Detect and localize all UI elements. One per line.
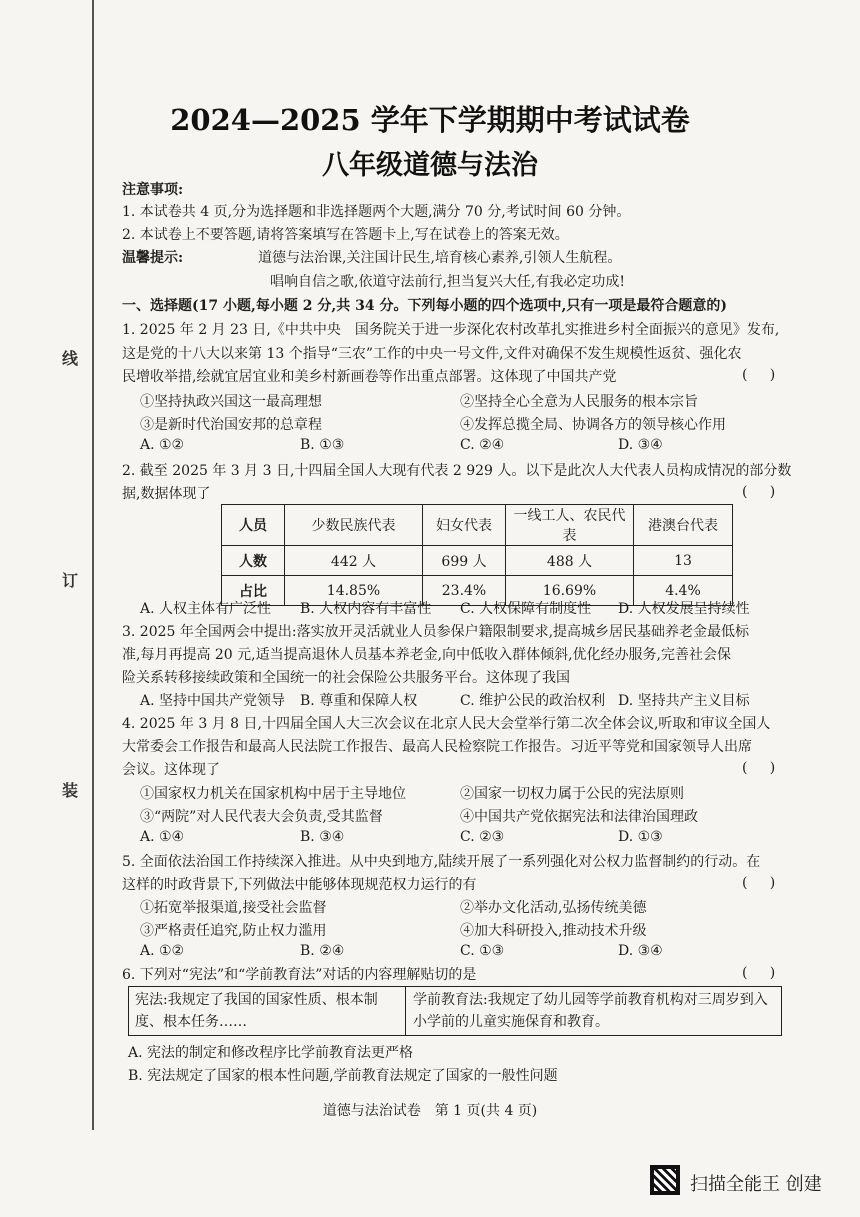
table-cell: 488 人 bbox=[506, 546, 634, 576]
option-a: A. ①④ bbox=[140, 829, 185, 845]
binding-char-order: 订 bbox=[62, 571, 79, 590]
statement: ②举办文化活动,弘扬传统美德 bbox=[460, 900, 647, 916]
table-header: 妇女代表 bbox=[423, 505, 506, 546]
exam-title: 2024—2025 学年下学期期中考试试卷 bbox=[170, 103, 690, 137]
table-cell: 23.4% bbox=[423, 576, 506, 606]
option-a: A. ①② bbox=[140, 437, 185, 453]
answer-bracket: ( ) bbox=[742, 965, 776, 981]
option-a: A. 宪法的制定和修改程序比学前教育法更严格 bbox=[128, 1045, 414, 1061]
notice-item: 1. 本试卷共 4 页,分为选择题和非选择题两个大题,满分 70 分,考试时间 60 分钟。 bbox=[122, 204, 631, 220]
dialogue-box bbox=[128, 986, 782, 1036]
question-4-stem: 会议。这体现了 bbox=[122, 762, 220, 778]
table-cell: 4.4% bbox=[634, 576, 733, 606]
option-c: C. ①③ bbox=[460, 943, 505, 959]
question-6-stem: 6. 下列对“宪法”和“学前教育法”对话的内容理解贴切的是 bbox=[122, 967, 477, 983]
table-cell: 699 人 bbox=[423, 546, 506, 576]
statement: ②坚持全心全意为人民服务的根本宗旨 bbox=[460, 394, 698, 410]
answer-bracket: ( ) bbox=[742, 484, 776, 500]
table-cell: 人数 bbox=[222, 546, 285, 576]
question-4-stem: 大常委会工作报告和最高人民法院工作报告、最高人民检察院工作报告。习近平等党和国家领导人出席 bbox=[122, 739, 752, 755]
statement: ③“两院”对人民代表大会负责,受其监督 bbox=[140, 809, 383, 825]
scanner-watermark: 扫描全能王 创建 bbox=[690, 1174, 822, 1195]
statement: ③是新时代治国安邦的总章程 bbox=[140, 417, 322, 433]
dialogue-line: 小学前的儿童实施保育和教育。 bbox=[413, 1014, 609, 1030]
option-b: B. ②④ bbox=[300, 943, 345, 959]
statement: ④发挥总揽全局、协调各方的领导核心作用 bbox=[460, 417, 726, 433]
table-cell: 13 bbox=[634, 546, 733, 576]
table-cell: 442 人 bbox=[285, 546, 423, 576]
statement: ②国家一切权力属于公民的宪法原则 bbox=[460, 786, 684, 802]
delegate-table bbox=[221, 504, 733, 606]
statement: ④加大科研投入,推动技术升级 bbox=[460, 923, 647, 939]
table-cell: 14.85% bbox=[285, 576, 423, 606]
question-3-stem: 3. 2025 年全国两会中提出:落实放开灵活就业人员参保户籍限制要求,提高城乡居民基础养老金最低标 bbox=[122, 624, 750, 640]
dialogue-line: 宪法:我规定了我国的国家性质、根本制 bbox=[135, 992, 378, 1008]
table-cell: 占比 bbox=[222, 576, 285, 606]
option-a: A. 坚持中国共产党领导 bbox=[140, 693, 286, 709]
dialogue-line: 学前教育法:我规定了幼儿园等学前教育机构对三周岁到入 bbox=[413, 992, 768, 1008]
question-2-stem: 据,数据体现了 bbox=[122, 486, 211, 502]
statement: ③严格责任追究,防止权力滥用 bbox=[140, 923, 327, 939]
option-d: D. ③④ bbox=[618, 943, 663, 959]
table-header: 人员 bbox=[222, 505, 285, 546]
section-heading: 一、选择题(17 小题,每小题 2 分,共 34 分。下列每小题的四个选项中,只有一项是最符合题意的) bbox=[122, 298, 727, 314]
option-b: B. 尊重和保障人权 bbox=[300, 693, 418, 709]
dialogue-divider bbox=[405, 987, 406, 1035]
question-1-stem: 1. 2025 年 2 月 23 日,《中共中央 国务院关于进一步深化农村改革扎实推进乡村全面振兴的意见》发布, bbox=[122, 322, 780, 338]
question-1-stem: 这是党的十八大以来第 13 个指导“三农”工作的中央一号文件,文件对确保不发生规模性返贫、强化农 bbox=[122, 346, 742, 362]
notice-heading: 注意事项: bbox=[122, 182, 184, 198]
table-header: 一线工人、农民代表 bbox=[506, 505, 634, 546]
table-row bbox=[222, 505, 733, 546]
option-d: D. 坚持共产主义目标 bbox=[618, 693, 750, 709]
option-b: B. 人权内容有丰富性 bbox=[300, 601, 432, 617]
question-4-stem: 4. 2025 年 3 月 8 日,十四届全国人大三次会议在北京人民大会堂举行第二次全体会议,听取和审议全国人 bbox=[122, 716, 771, 732]
option-a: A. 人权主体有广泛性 bbox=[140, 601, 272, 617]
tips-heading: 温馨提示: bbox=[122, 250, 184, 266]
dialogue-preschool-law bbox=[407, 989, 774, 1033]
question-5-stem: 5. 全面依法治国工作持续深入推进。从中央到地方,陆续开展了一系列强化对公权力监督制约的行动。在 bbox=[122, 854, 761, 870]
statement: ①拓宽举报渠道,接受社会监督 bbox=[140, 900, 327, 916]
table-header: 港澳台代表 bbox=[634, 505, 733, 546]
binding-char-line: 线 bbox=[62, 349, 79, 368]
tips-line: 唱响自信之歌,依道守法前行,担当复兴大任,有我必定功成! bbox=[270, 274, 625, 290]
question-3-stem: 准,每月再提高 20 元,适当提高退休人员基本养老金,向中低收入群体倾斜,优化经办服务,完善社会保 bbox=[122, 647, 731, 663]
option-d: D. ③④ bbox=[618, 437, 663, 453]
answer-bracket: ( ) bbox=[742, 875, 776, 891]
exam-subtitle: 八年级道德与法治 bbox=[322, 150, 538, 181]
answer-bracket: ( ) bbox=[742, 367, 776, 383]
notice-item: 2. 本试卷上不要答题,请将答案填写在答题卡上,写在试卷上的答案无效。 bbox=[122, 227, 569, 243]
statement: ①坚持执政兴国这一最高理想 bbox=[140, 394, 322, 410]
binding-char-pack: 装 bbox=[62, 781, 79, 800]
option-d: D. 人权发展呈持续性 bbox=[618, 601, 750, 617]
option-c: C. 维护公民的政治权利 bbox=[460, 693, 606, 709]
table-row bbox=[222, 546, 733, 576]
page-footer: 道德与法治试卷 第 1 页(共 4 页) bbox=[322, 1103, 538, 1119]
dialogue-constitution bbox=[129, 989, 384, 1033]
statement: ④中国共产党依据宪法和法律治国理政 bbox=[460, 809, 698, 825]
question-3-stem: 险关系转移接续政策和全国统一的社会保险公共服务平台。这体现了我国 bbox=[122, 670, 570, 686]
option-a: A. ①② bbox=[140, 943, 185, 959]
option-b: B. ③④ bbox=[300, 829, 345, 845]
option-c: C. 人权保障有制度性 bbox=[460, 601, 592, 617]
qr-code-icon bbox=[650, 1165, 680, 1195]
table-header: 少数民族代表 bbox=[285, 505, 423, 546]
dialogue-line: 度、根本任务…… bbox=[135, 1014, 247, 1030]
option-b: B. 宪法规定了国家的根本性问题,学前教育法规定了国家的一般性问题 bbox=[128, 1068, 558, 1084]
question-2-stem: 2. 截至 2025 年 3 月 3 日,十四届全国人大现有代表 2 929 人。以下是此次人大代表人员构成情况的部分数 bbox=[122, 463, 792, 479]
tips-line: 道德与法治课,关注国计民生,培育核心素养,引领人生航程。 bbox=[258, 250, 622, 266]
option-b: B. ①③ bbox=[300, 437, 345, 453]
option-c: C. ②④ bbox=[460, 437, 505, 453]
statement: ①国家权力机关在国家机构中居于主导地位 bbox=[140, 786, 406, 802]
option-c: C. ②③ bbox=[460, 829, 505, 845]
answer-bracket: ( ) bbox=[742, 760, 776, 776]
table-cell: 16.69% bbox=[506, 576, 634, 606]
question-5-stem: 这样的时政背景下,下列做法中能够体现规范权力运行的有 bbox=[122, 877, 477, 893]
option-d: D. ①③ bbox=[618, 829, 663, 845]
question-1-stem: 民增收举措,绘就宜居宜业和美乡村新画卷等作出重点部署。这体现了中国共产党 bbox=[122, 369, 617, 385]
